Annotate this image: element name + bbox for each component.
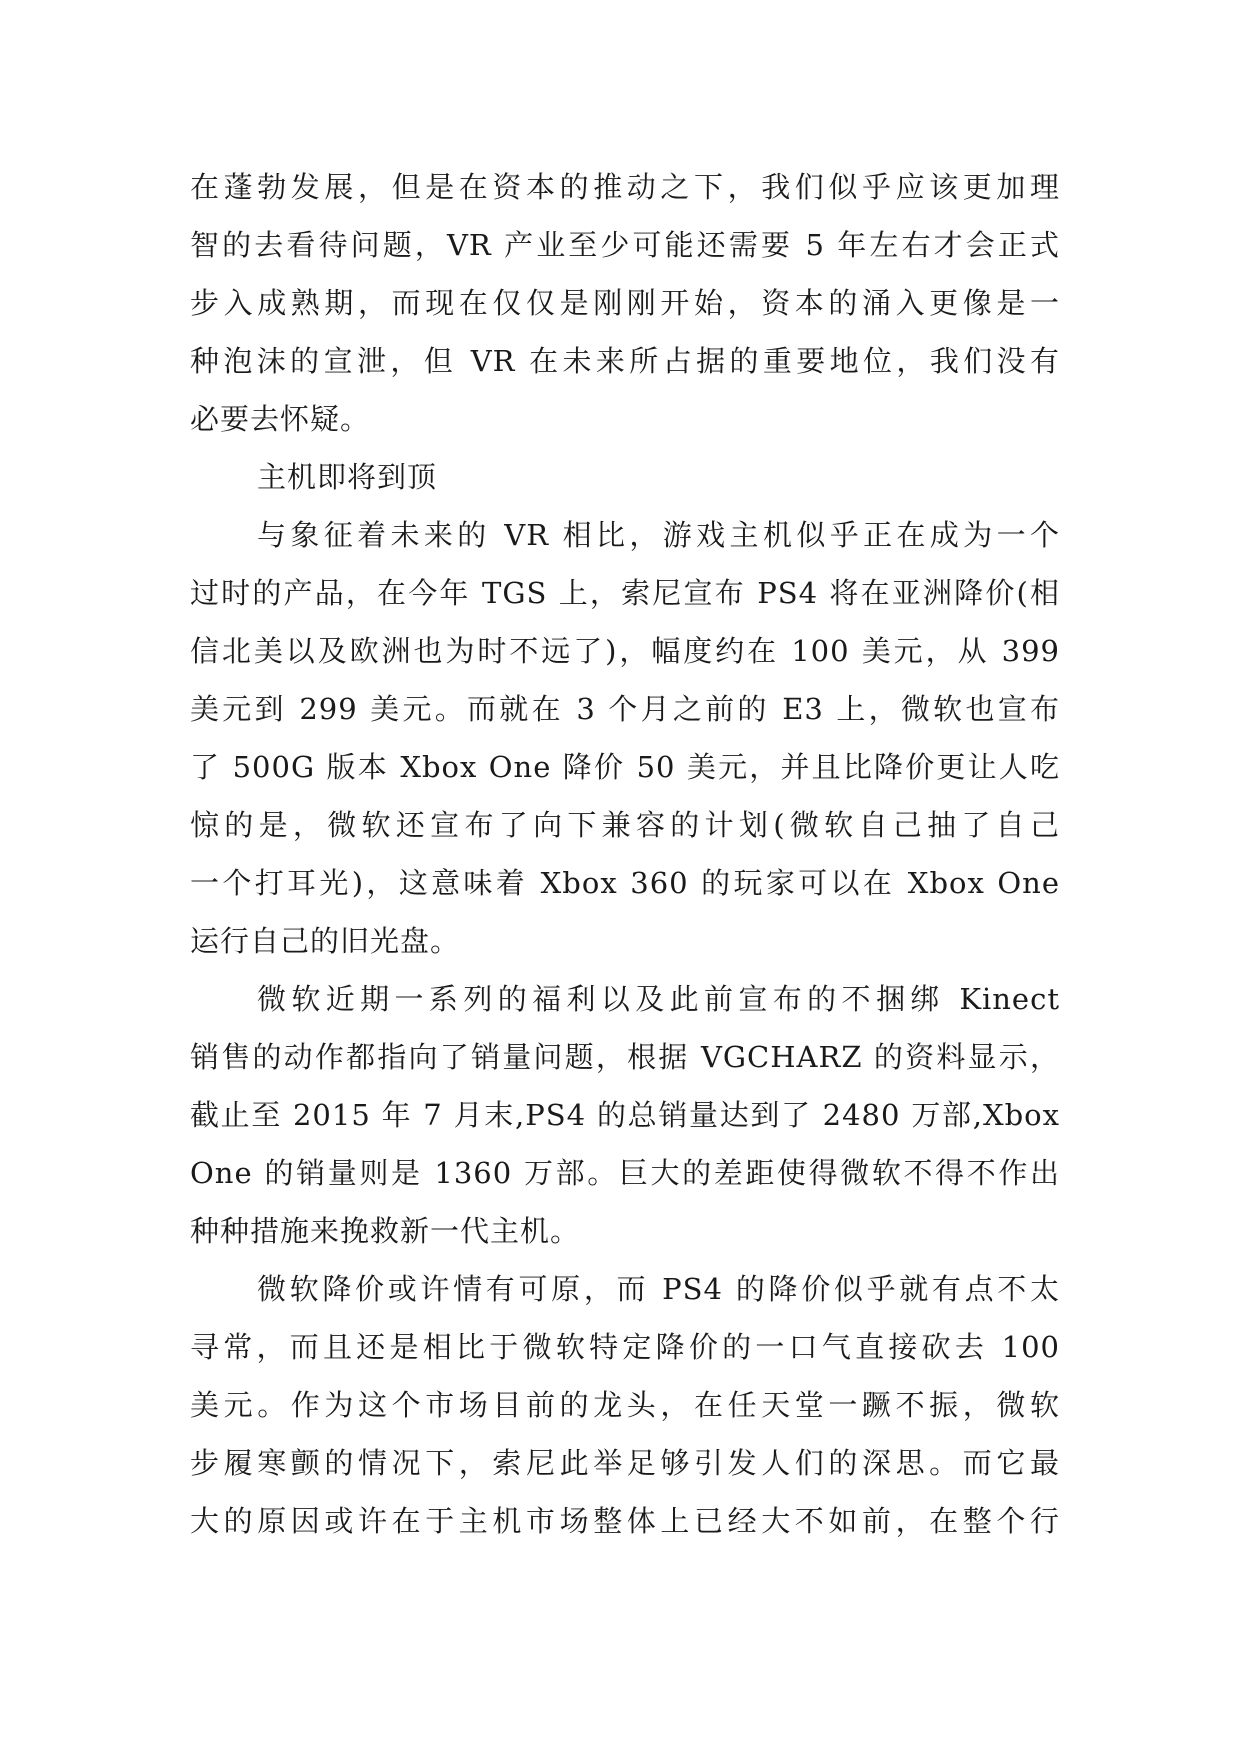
text-line: 信北美以及欧洲也为时不远了)，幅度约在 100 美元，从 399 — [190, 634, 1060, 668]
text-line: 智的去看待问题，VR 产业至少可能还需要 5 年左右才会正式 — [190, 228, 1060, 262]
text-line: 大的原因或许在于主机市场整体上已经大不如前，在整个行 — [190, 1504, 1060, 1538]
section-heading: 主机即将到顶 — [257, 460, 438, 494]
text-line: 在蓬勃发展，但是在资本的推动之下，我们似乎应该更加理 — [190, 170, 1060, 204]
text-line: 步入成熟期，而现在仅仅是刚刚开始，资本的涌入更像是一 — [190, 286, 1060, 320]
text-line: 销售的动作都指向了销量问题，根据 VGCHARZ 的资料显示， — [190, 1040, 1060, 1074]
text-line: 微软近期一系列的福利以及此前宣布的不捆绑 Kinect — [257, 982, 1060, 1016]
text-line: One 的销量则是 1360 万部。巨大的差距使得微软不得不作出 — [190, 1156, 1060, 1190]
text-line: 必要去怀疑。 — [190, 402, 371, 436]
text-line: 与象征着未来的 VR 相比，游戏主机似乎正在成为一个 — [257, 518, 1060, 552]
text-line: 了 500G 版本 Xbox One 降价 50 美元，并且比降价更让人吃 — [190, 750, 1060, 784]
text-line: 步履寒颤的情况下，索尼此举足够引发人们的深思。而它最 — [190, 1446, 1060, 1480]
text-line: 截止至 2015 年 7 月末,PS4 的总销量达到了 2480 万部,Xbox — [190, 1098, 1060, 1132]
text-line: 惊的是，微软还宣布了向下兼容的计划(微软自己抽了自己 — [190, 808, 1060, 842]
text-line: 美元。作为这个市场目前的龙头，在任天堂一蹶不振，微软 — [190, 1388, 1060, 1422]
text-line: 一个打耳光)，这意味着 Xbox 360 的玩家可以在 Xbox One — [190, 866, 1060, 900]
text-line: 种泡沫的宣泄，但 VR 在未来所占据的重要地位，我们没有 — [190, 344, 1060, 378]
text-line: 运行自己的旧光盘。 — [190, 924, 461, 958]
text-line: 种种措施来挽救新一代主机。 — [190, 1214, 581, 1248]
body-text — [190, 158, 1060, 1550]
text-line: 微软降价或许情有可原，而 PS4 的降价似乎就有点不太 — [257, 1272, 1060, 1306]
text-line: 美元到 299 美元。而就在 3 个月之前的 E3 上，微软也宣布 — [190, 692, 1060, 726]
text-line: 过时的产品，在今年 TGS 上，索尼宣布 PS4 将在亚洲降价(相 — [190, 576, 1060, 610]
text-line: 寻常，而且还是相比于微软特定降价的一口气直接砍去 100 — [190, 1330, 1060, 1364]
